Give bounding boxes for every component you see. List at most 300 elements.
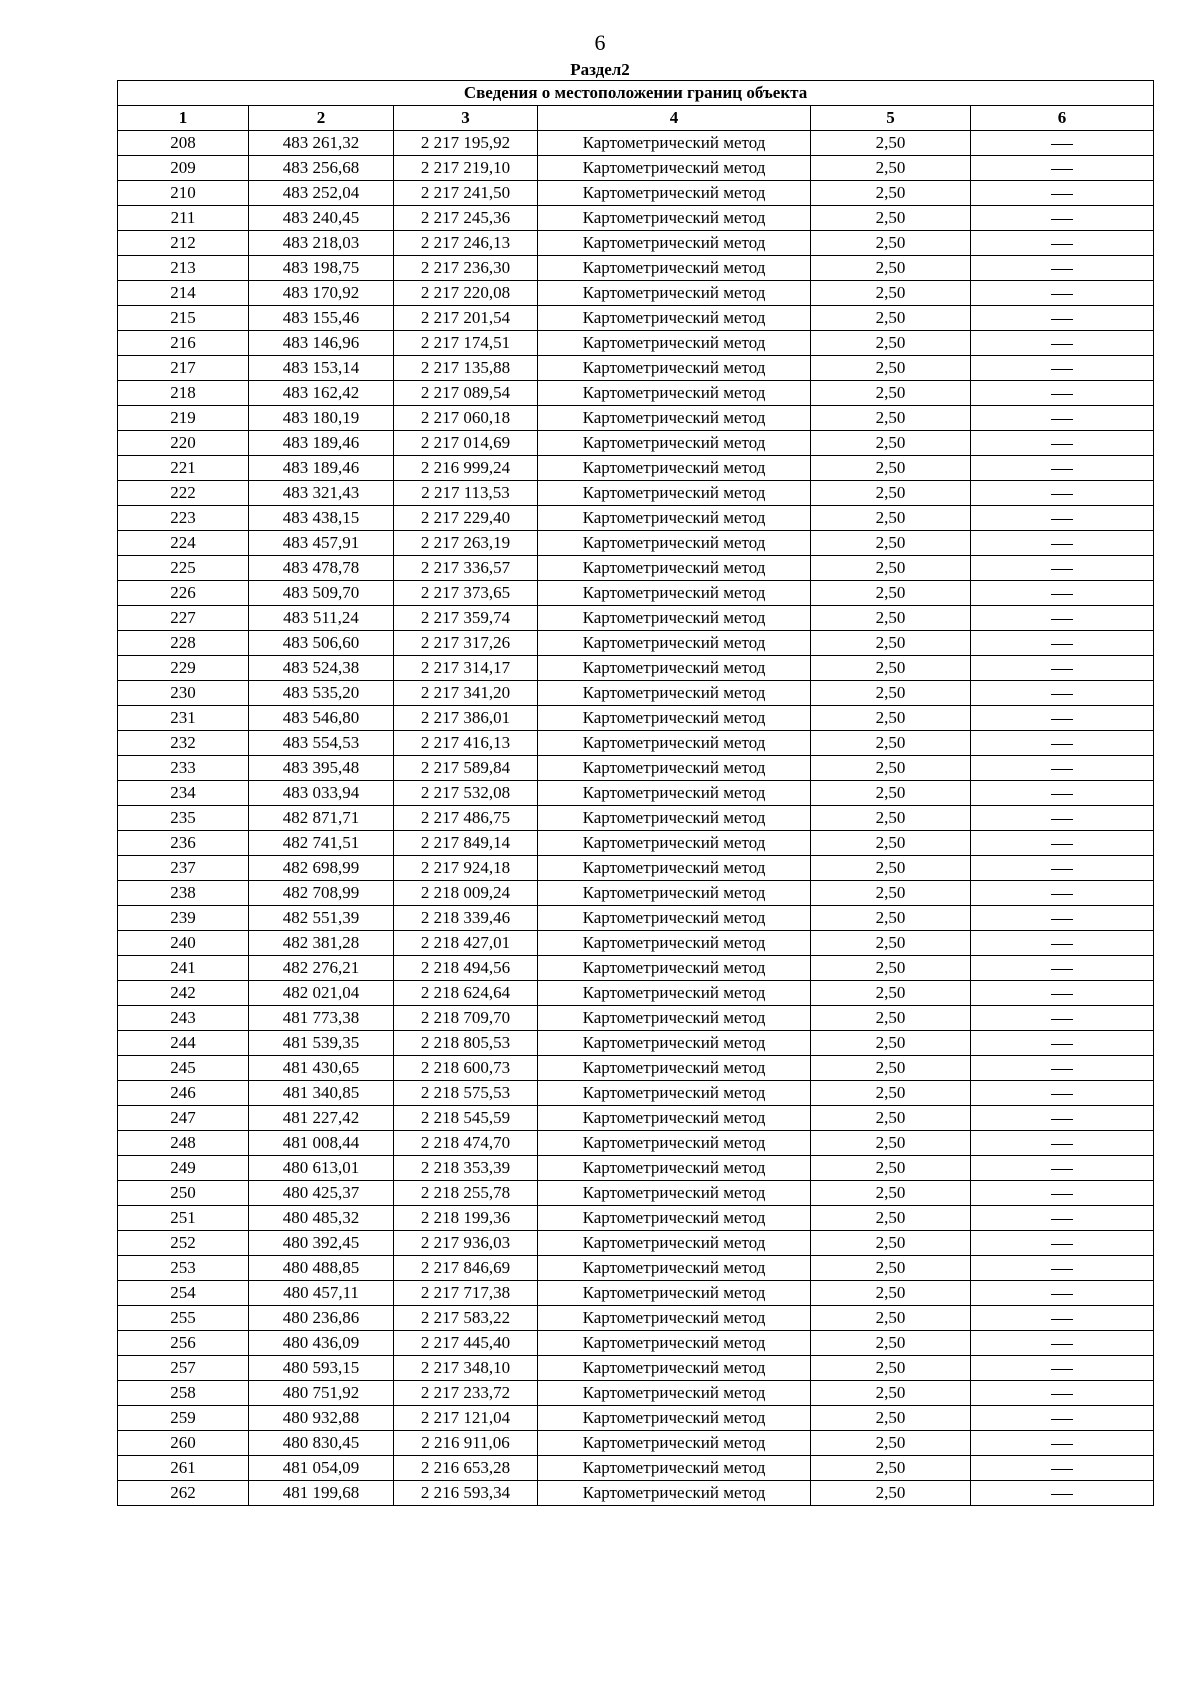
table-cell: 2,50 [811,831,971,856]
table-cell: 483 180,19 [249,406,394,431]
table-cell: 483 546,80 [249,706,394,731]
table-cell: 2 217 219,10 [394,156,538,181]
table-cell: Картометрический метод [538,406,811,431]
table-cell-dash [971,481,1154,506]
dash-mark [1051,544,1073,545]
table-cell: 210 [118,181,249,206]
table-cell: 2,50 [811,356,971,381]
table-row [118,1331,1154,1356]
table-row [118,831,1154,856]
table-cell: 235 [118,806,249,831]
table-cell: 2 217 336,57 [394,556,538,581]
table-cell: Картометрический метод [538,1106,811,1131]
dash-mark [1051,794,1073,795]
table-cell: 483 189,46 [249,431,394,456]
table-cell: 483 506,60 [249,631,394,656]
table-cell-dash [971,1356,1154,1381]
table-cell-dash [971,431,1154,456]
table-row [118,631,1154,656]
table-cell-dash [971,556,1154,581]
table-cell: 2 217 936,03 [394,1231,538,1256]
table-cell: 2 216 653,28 [394,1456,538,1481]
table-cell: 2,50 [811,756,971,781]
dash-mark [1051,1069,1073,1070]
table-row [118,1431,1154,1456]
table-cell: 483 033,94 [249,781,394,806]
table-cell: 262 [118,1481,249,1506]
table-row [118,1481,1154,1506]
table-cell: Картометрический метод [538,256,811,281]
table-cell: 2 217 014,69 [394,431,538,456]
table-cell: 2 217 220,08 [394,281,538,306]
dash-mark [1051,769,1073,770]
table-cell: 2,50 [811,1381,971,1406]
table-cell: 480 488,85 [249,1256,394,1281]
table-cell: 2 218 545,59 [394,1106,538,1131]
table-caption-row [118,81,1154,106]
table-cell: 483 524,38 [249,656,394,681]
table-cell: 483 395,48 [249,756,394,781]
table-row [118,1381,1154,1406]
table-cell: Картометрический метод [538,781,811,806]
table-cell: 231 [118,706,249,731]
column-header-3: 3 [394,106,538,131]
table-cell: Картометрический метод [538,1306,811,1331]
table-cell: 482 698,99 [249,856,394,881]
table-cell: 480 830,45 [249,1431,394,1456]
table-cell: 2 217 717,38 [394,1281,538,1306]
table-cell: 483 240,45 [249,206,394,231]
table-cell-dash [971,931,1154,956]
table-cell: 2 218 353,39 [394,1156,538,1181]
table-cell-dash [971,1256,1154,1281]
table-cell: 211 [118,206,249,231]
dash-mark [1051,1019,1073,1020]
dash-mark [1051,1169,1073,1170]
table-cell-dash [971,1406,1154,1431]
table-cell: Картометрический метод [538,1406,811,1431]
table-cell: 2,50 [811,681,971,706]
table-cell: 483 509,70 [249,581,394,606]
table-cell: 250 [118,1181,249,1206]
table-cell: 213 [118,256,249,281]
table-cell: Картометрический метод [538,1206,811,1231]
table-cell: 482 551,39 [249,906,394,931]
dash-mark [1051,1294,1073,1295]
table-cell: 2 217 849,14 [394,831,538,856]
table-cell: 2,50 [811,531,971,556]
table-cell: 483 554,53 [249,731,394,756]
table-cell: Картометрический метод [538,656,811,681]
table-cell: 2 217 846,69 [394,1256,538,1281]
table-cell-dash [971,1156,1154,1181]
dash-mark [1051,1469,1073,1470]
table-cell: 2 217 314,17 [394,656,538,681]
table-cell: Картометрический метод [538,1081,811,1106]
table-cell: 2 217 924,18 [394,856,538,881]
table-cell: 220 [118,431,249,456]
dash-mark [1051,644,1073,645]
table-cell-dash [971,981,1154,1006]
table-cell: 480 236,86 [249,1306,394,1331]
dash-mark [1051,269,1073,270]
table-cell-dash [971,1206,1154,1231]
table-cell-dash [971,1181,1154,1206]
dash-mark [1051,1444,1073,1445]
dash-mark [1051,1119,1073,1120]
table-row [118,681,1154,706]
table-cell: 2,50 [811,856,971,881]
table-row [118,256,1154,281]
table-cell: 2,50 [811,231,971,256]
table-cell: Картометрический метод [538,356,811,381]
table-cell: 2,50 [811,156,971,181]
table-cell: 481 430,65 [249,1056,394,1081]
table-cell: 2,50 [811,1331,971,1356]
table-cell: 216 [118,331,249,356]
dash-mark [1051,244,1073,245]
table-row [118,1356,1154,1381]
table-cell: Картометрический метод [538,1281,811,1306]
table-row [118,331,1154,356]
table-cell: Картометрический метод [538,381,811,406]
dash-mark [1051,894,1073,895]
table-cell: 217 [118,356,249,381]
table-cell: 224 [118,531,249,556]
dash-mark [1051,744,1073,745]
table-row [118,1181,1154,1206]
column-header-1: 1 [118,106,249,131]
table-cell: 2 217 060,18 [394,406,538,431]
table-cell: 2,50 [811,1156,971,1181]
table-cell-dash [971,156,1154,181]
dash-mark [1051,294,1073,295]
table-row [118,381,1154,406]
table-cell: 2 218 255,78 [394,1181,538,1206]
table-cell: 2,50 [811,1231,971,1256]
dash-mark [1051,519,1073,520]
table-cell: 2 216 911,06 [394,1431,538,1456]
table-cell: 2,50 [811,431,971,456]
table-cell: 2,50 [811,1181,971,1206]
table-cell: Картометрический метод [538,1006,811,1031]
table-row [118,1056,1154,1081]
table-cell: Картометрический метод [538,1181,811,1206]
dash-mark [1051,719,1073,720]
table-cell: 480 751,92 [249,1381,394,1406]
table-cell: 2,50 [811,1131,971,1156]
table-row [118,1406,1154,1431]
table-cell: Картометрический метод [538,281,811,306]
table-cell: 223 [118,506,249,531]
table-cell: 2 217 089,54 [394,381,538,406]
table-cell: 254 [118,1281,249,1306]
table-cell: 2 217 121,04 [394,1406,538,1431]
table-row [118,931,1154,956]
table-cell-dash [971,706,1154,731]
table-cell: 2 217 359,74 [394,606,538,631]
table-row [118,1081,1154,1106]
dash-mark [1051,444,1073,445]
section-title: Раздел2 [570,60,630,79]
table-cell: 480 457,11 [249,1281,394,1306]
table-cell: 482 021,04 [249,981,394,1006]
table-cell: 2 217 113,53 [394,481,538,506]
table-cell: Картометрический метод [538,1056,811,1081]
table-cell: 2,50 [811,781,971,806]
table-cell: 2,50 [811,1306,971,1331]
table-cell: 215 [118,306,249,331]
table-cell: Картометрический метод [538,531,811,556]
table-cell: 2 217 386,01 [394,706,538,731]
table-cell: Картометрический метод [538,481,811,506]
dash-mark [1051,569,1073,570]
dash-mark [1051,1194,1073,1195]
table-cell: Картометрический метод [538,331,811,356]
table-cell-dash [971,681,1154,706]
table-row [118,181,1154,206]
table-cell: 483 256,68 [249,156,394,181]
column-header-6: 6 [971,106,1154,131]
dash-mark [1051,419,1073,420]
table-cell: 483 478,78 [249,556,394,581]
table-cell-dash [971,506,1154,531]
table-cell: 212 [118,231,249,256]
table-cell: Картометрический метод [538,431,811,456]
table-cell: 260 [118,1431,249,1456]
table-cell: 2,50 [811,306,971,331]
table-cell: 258 [118,1381,249,1406]
table-cell: 2 217 317,26 [394,631,538,656]
table-cell-dash [971,1081,1154,1106]
table-row [118,1031,1154,1056]
table-cell: Картометрический метод [538,1231,811,1256]
table-row [118,1156,1154,1181]
table-row [118,706,1154,731]
table-cell-dash [971,1306,1154,1331]
table-cell: 2 217 263,19 [394,531,538,556]
table-cell-dash [971,756,1154,781]
table-cell: 483 457,91 [249,531,394,556]
table-cell-dash [971,606,1154,631]
table-row [118,956,1154,981]
dash-mark [1051,1144,1073,1145]
table-cell: 2,50 [811,1431,971,1456]
table-cell: 208 [118,131,249,156]
table-cell: 2 217 236,30 [394,256,538,281]
table-cell: Картометрический метод [538,631,811,656]
table-row [118,1231,1154,1256]
table-cell-dash [971,881,1154,906]
table-row [118,906,1154,931]
table-cell: 2,50 [811,556,971,581]
table-row [118,1106,1154,1131]
table-cell: 483 261,32 [249,131,394,156]
dash-mark [1051,619,1073,620]
table-cell-dash [971,581,1154,606]
table-row [118,281,1154,306]
table-cell: 2 218 624,64 [394,981,538,1006]
table-cell: 2 216 999,24 [394,456,538,481]
table-cell: Картометрический метод [538,1456,811,1481]
dash-mark [1051,869,1073,870]
table-row [118,981,1154,1006]
table-cell: 2,50 [811,1256,971,1281]
table-row [118,556,1154,581]
table-cell-dash [971,1131,1154,1156]
table-cell-dash [971,1031,1154,1056]
table-cell-dash [971,1456,1154,1481]
table-cell: 2,50 [811,406,971,431]
table-cell: 230 [118,681,249,706]
table-cell: 2 217 174,51 [394,331,538,356]
table-cell: Картометрический метод [538,1031,811,1056]
table-cell: Картометрический метод [538,456,811,481]
table-cell: 481 539,35 [249,1031,394,1056]
table-cell: 2,50 [811,806,971,831]
table-row [118,806,1154,831]
table-cell: 483 162,42 [249,381,394,406]
dash-mark [1051,1344,1073,1345]
table-cell: 2,50 [811,1481,971,1506]
table-cell: Картометрический метод [538,706,811,731]
table-cell: 245 [118,1056,249,1081]
table-row [118,1131,1154,1156]
table-cell: Картометрический метод [538,181,811,206]
table-cell: 2,50 [811,981,971,1006]
table-header-row [118,106,1154,131]
table-cell: Картометрический метод [538,1156,811,1181]
table-cell: 2 218 805,53 [394,1031,538,1056]
table-cell-dash [971,1231,1154,1256]
table-cell: Картометрический метод [538,556,811,581]
dash-mark [1051,669,1073,670]
table-cell: 2 217 348,10 [394,1356,538,1381]
table-cell: Картометрический метод [538,306,811,331]
table-cell: 242 [118,981,249,1006]
table-cell: 243 [118,1006,249,1031]
table-cell: 229 [118,656,249,681]
table-row [118,656,1154,681]
table-cell: 2,50 [811,1281,971,1306]
table-row [118,1006,1154,1031]
table-caption: Сведения о местоположении границ объекта [118,81,1154,106]
table-cell: 2,50 [811,1456,971,1481]
table-cell: 482 741,51 [249,831,394,856]
table-cell: 234 [118,781,249,806]
table-cell: Картометрический метод [538,806,811,831]
dash-mark [1051,694,1073,695]
table-cell: 226 [118,581,249,606]
table-row [118,606,1154,631]
dash-mark [1051,469,1073,470]
table-cell: 2,50 [811,1356,971,1381]
table-row [118,456,1154,481]
dash-mark [1051,1094,1073,1095]
table-cell: 481 227,42 [249,1106,394,1131]
table-row [118,1306,1154,1331]
table-cell: 209 [118,156,249,181]
table-cell: 483 218,03 [249,231,394,256]
table-cell: 2 217 486,75 [394,806,538,831]
table-cell: 2,50 [811,1031,971,1056]
dash-mark [1051,1394,1073,1395]
table-cell-dash [971,256,1154,281]
table-body [118,131,1154,1506]
table-cell: 2,50 [811,1056,971,1081]
dash-mark [1051,1319,1073,1320]
table-cell: 2 218 709,70 [394,1006,538,1031]
table-cell-dash [971,656,1154,681]
table-cell-dash [971,631,1154,656]
table-cell: 2 218 427,01 [394,931,538,956]
table-cell: Картометрический метод [538,606,811,631]
table-cell: 2,50 [811,1406,971,1431]
dash-mark [1051,169,1073,170]
table-cell: 236 [118,831,249,856]
table-cell-dash [971,1281,1154,1306]
table-cell: Картометрический метод [538,931,811,956]
table-cell-dash [971,331,1154,356]
table-cell: 2 217 341,20 [394,681,538,706]
table-cell-dash [971,906,1154,931]
table-cell: Картометрический метод [538,856,811,881]
table-cell: 2,50 [811,956,971,981]
table-row [118,481,1154,506]
table-cell: 480 613,01 [249,1156,394,1181]
table-cell-dash [971,1381,1154,1406]
table-row [118,1256,1154,1281]
table-cell-dash [971,231,1154,256]
table-cell: 2 217 373,65 [394,581,538,606]
table-cell-dash [971,1331,1154,1356]
table-cell: 483 189,46 [249,456,394,481]
table-cell: 481 008,44 [249,1131,394,1156]
table-cell: 481 773,38 [249,1006,394,1031]
dash-mark [1051,919,1073,920]
table-cell: 233 [118,756,249,781]
table-cell: 2 218 575,53 [394,1081,538,1106]
table-cell: 2,50 [811,631,971,656]
table-cell: Картометрический метод [538,731,811,756]
table-cell: 247 [118,1106,249,1131]
table-cell: Картометрический метод [538,881,811,906]
table-cell: Картометрический метод [538,231,811,256]
table-cell: 482 381,28 [249,931,394,956]
table-cell: Картометрический метод [538,131,811,156]
dash-mark [1051,944,1073,945]
table-cell: 2 216 593,34 [394,1481,538,1506]
table-row [118,531,1154,556]
table-cell: 2,50 [811,1006,971,1031]
table-cell: 253 [118,1256,249,1281]
table-cell: 239 [118,906,249,931]
table-cell: 2,50 [811,931,971,956]
table-row [118,131,1154,156]
table-cell: 2 217 201,54 [394,306,538,331]
table-cell: 248 [118,1131,249,1156]
table-row [118,581,1154,606]
table-cell: 2 218 474,70 [394,1131,538,1156]
table-cell: 2 217 233,72 [394,1381,538,1406]
dash-mark [1051,344,1073,345]
dash-mark [1051,219,1073,220]
dash-mark [1051,819,1073,820]
table-cell: 2 218 494,56 [394,956,538,981]
table-cell-dash [971,381,1154,406]
table-cell: Картометрический метод [538,581,811,606]
page-number: 6 [594,30,606,55]
